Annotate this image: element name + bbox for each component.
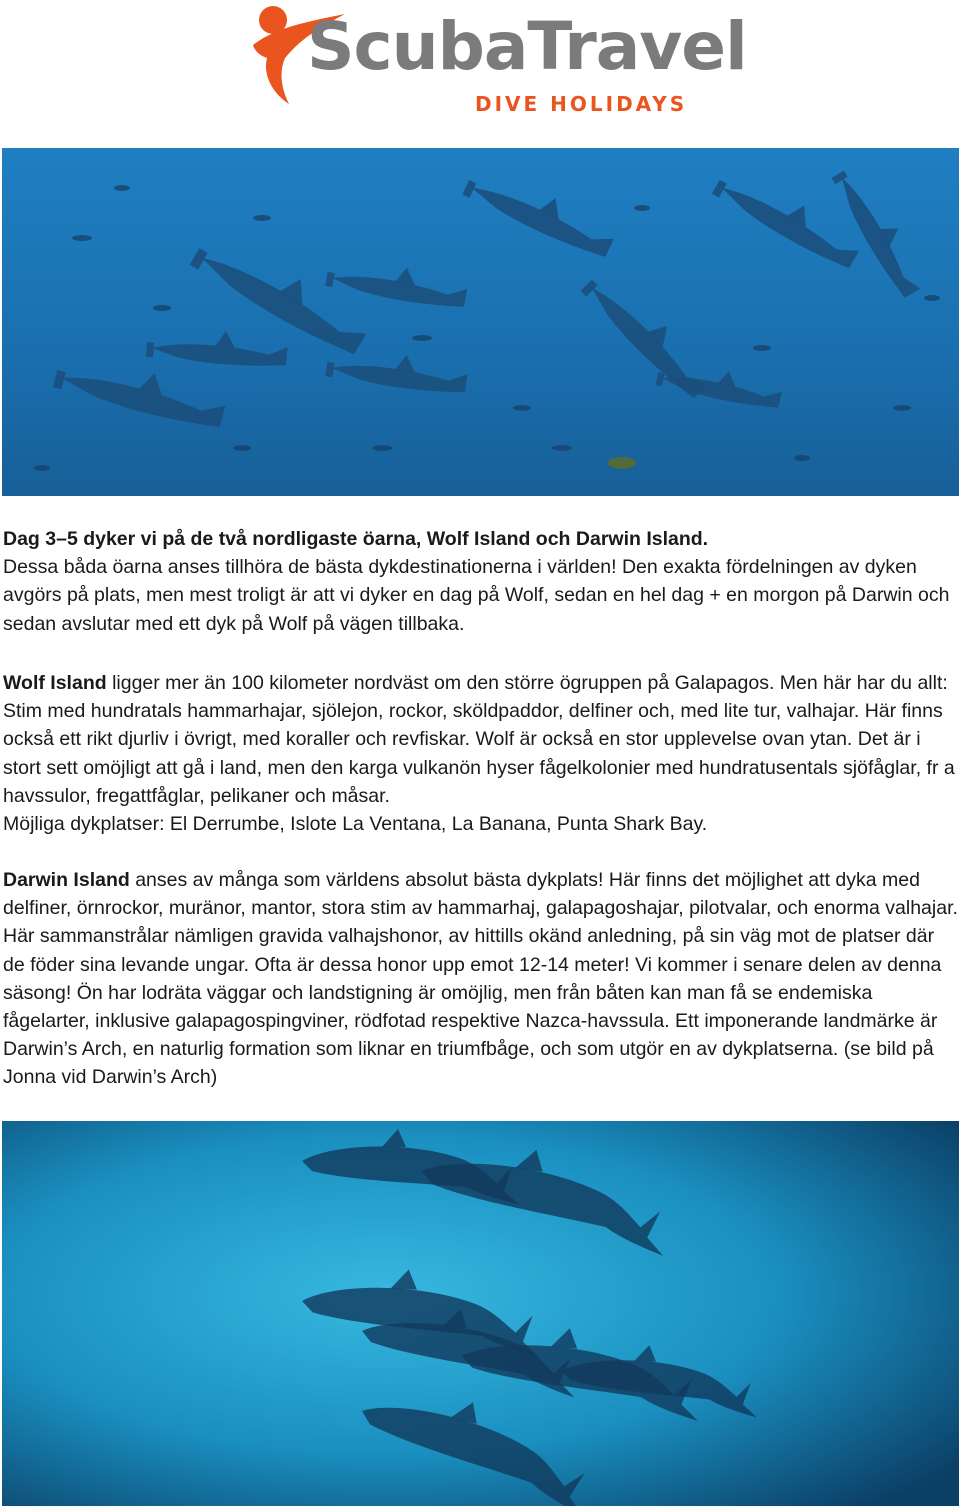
dolphins-photo [2,1121,959,1506]
dolphins-illustration [2,1121,959,1506]
wolf-island-name: Wolf Island [3,672,107,694]
wolf-island-dive-sites: Möjliga dykplatser: El Derrumbe, Islote La Ventana, La Banana, Punta Shark Bay. [3,813,708,836]
logo-tagline: DIVE HOLIDAYS [475,92,688,116]
intro-heading: Dag 3–5 dyker vi på de två nordligaste öarna, Wolf Island och Darwin Island. [3,528,709,550]
intro-paragraph [3,525,958,638]
darwin-island-name: Darwin Island [3,869,130,891]
intro-body: Dessa båda öarna anses tillhöra de bästa dykdestinationerna i världen! Den exakta fördelningen av dyken avgörs på plats, men mest troligt är att vi dyker en dag på Wolf, sedan en hel dag + en morgon på Darwin och sedan avslutar med ett dyk på Wolf på vägen tillbaka. [3,556,950,635]
darwin-island-paragraph [3,866,958,1092]
wolf-island-body: ligger mer än 100 kilometer nordväst om den större ögruppen på Galapagos. Men här har du allt: Stim med hundratals hammarhajar, sjölejon, rockor, sköldpaddor, delfiner och, med lite tur, valhajar. Här finns också ett rikt djurliv i övrigt, med koraller och revfiskar. Wolf är också en stor upplevelse ovan ytan. Det är i stort sett omöjligt att gå i land, men den karga vulkanön hyser fågelkolonier med hundratusentals sjöfåglar, fr a havssulor, fregattfåglar, pelikaner och måsar. [3,672,955,807]
darwin-island-body: anses av många som världens absolut bästa dykplats! Här finns det möjlighet att dyka med delfiner, örnrockor, muränor, mantor, stora stim av hammarhaj, galapagoshajar, pilotvalar, och enorma valhajar. Här sammanstrålar nämligen gravida valhajshonor, av hittills okänd anledning, på sin väg mot de platser där de föder sina levande ungar. Ofta är dessa honor upp emot 12-14 meter! Vi kommer i senare delen av denna säsong! Ön har lodräta väggar och landstigning är omöjlig, men från båten kan man få se endemiska fågelarter, inklusive galapagospingviner, rödfotad respektive Nazca-havssula. Ett imponerande landmärke är Darwin’s Arch, en naturlig formation som liknar en triumfbåge, och som utgör en av dykplatserna. (se bild på Jonna vid Darwin’s Arch) [3,869,958,1089]
logo-wordmark: ScubaTravel [307,8,747,85]
scubatravel-logo [245,0,747,120]
wolf-island-paragraph [3,669,958,838]
hammerhead-sharks-photo [2,148,959,496]
hammerhead-sharks-illustration [2,148,959,496]
